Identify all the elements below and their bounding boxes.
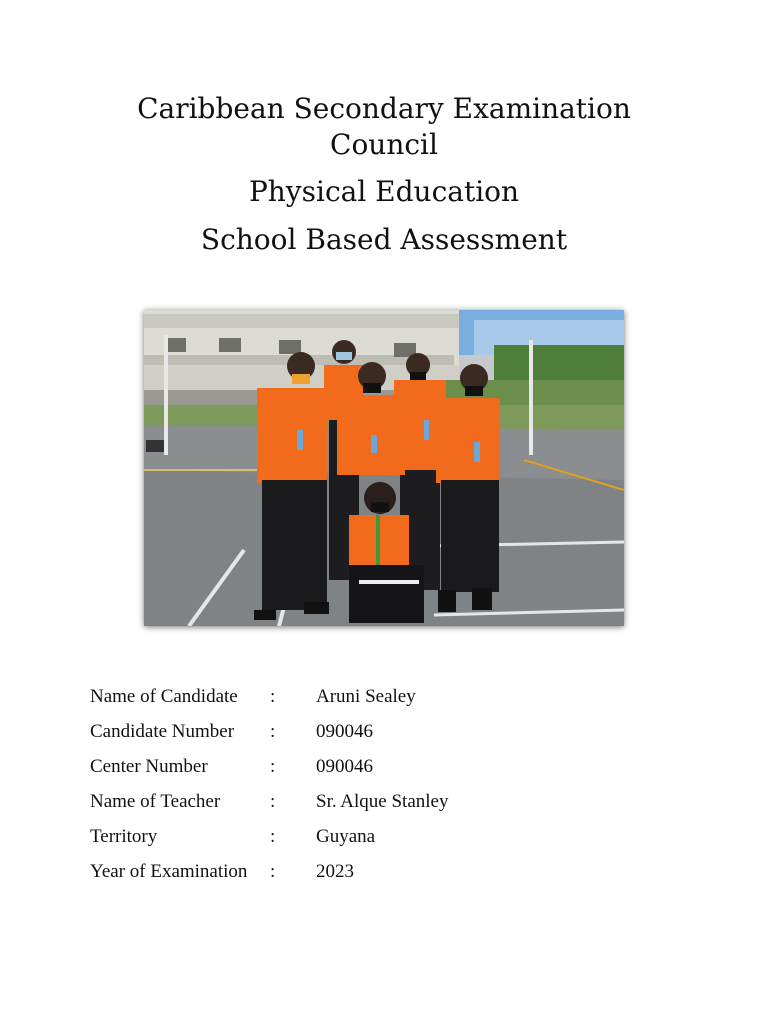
- info-value: Aruni Sealey: [316, 686, 416, 707]
- info-value: Guyana: [316, 826, 376, 847]
- info-label: Center Number: [90, 756, 208, 777]
- info-label: Year of Examination: [90, 861, 248, 882]
- group-photo-icon: [144, 310, 624, 626]
- title-line-2: Council: [330, 128, 438, 161]
- info-row-exam-year: [90, 861, 690, 896]
- info-label: Territory: [90, 826, 158, 847]
- candidate-info-table: [90, 686, 690, 896]
- info-value: 2023: [316, 861, 354, 882]
- info-label: Name of Candidate: [90, 686, 238, 707]
- info-row-center-number: [90, 756, 690, 791]
- info-label: Candidate Number: [90, 721, 235, 742]
- assessment-title: School Based Assessment: [200, 223, 568, 256]
- info-row-territory: [90, 826, 690, 861]
- info-separator: :: [270, 686, 276, 707]
- title-line-1: Caribbean Secondary Examination: [137, 92, 631, 125]
- info-separator: :: [270, 721, 276, 742]
- info-separator: :: [270, 791, 276, 812]
- info-label: Name of Teacher: [90, 791, 221, 812]
- page-title: [0, 91, 768, 163]
- info-row-candidate-name: [90, 686, 690, 721]
- info-separator: :: [270, 756, 276, 777]
- subject-title: Physical Education: [248, 175, 520, 208]
- info-separator: :: [270, 826, 276, 847]
- info-separator: :: [270, 861, 276, 882]
- info-row-teacher-name: [90, 791, 690, 826]
- info-value: Sr. Alque Stanley: [316, 791, 449, 812]
- info-value: 090046: [316, 721, 373, 742]
- info-value: 090046: [316, 756, 373, 777]
- info-row-candidate-number: [90, 721, 690, 756]
- group-photo: [144, 310, 624, 626]
